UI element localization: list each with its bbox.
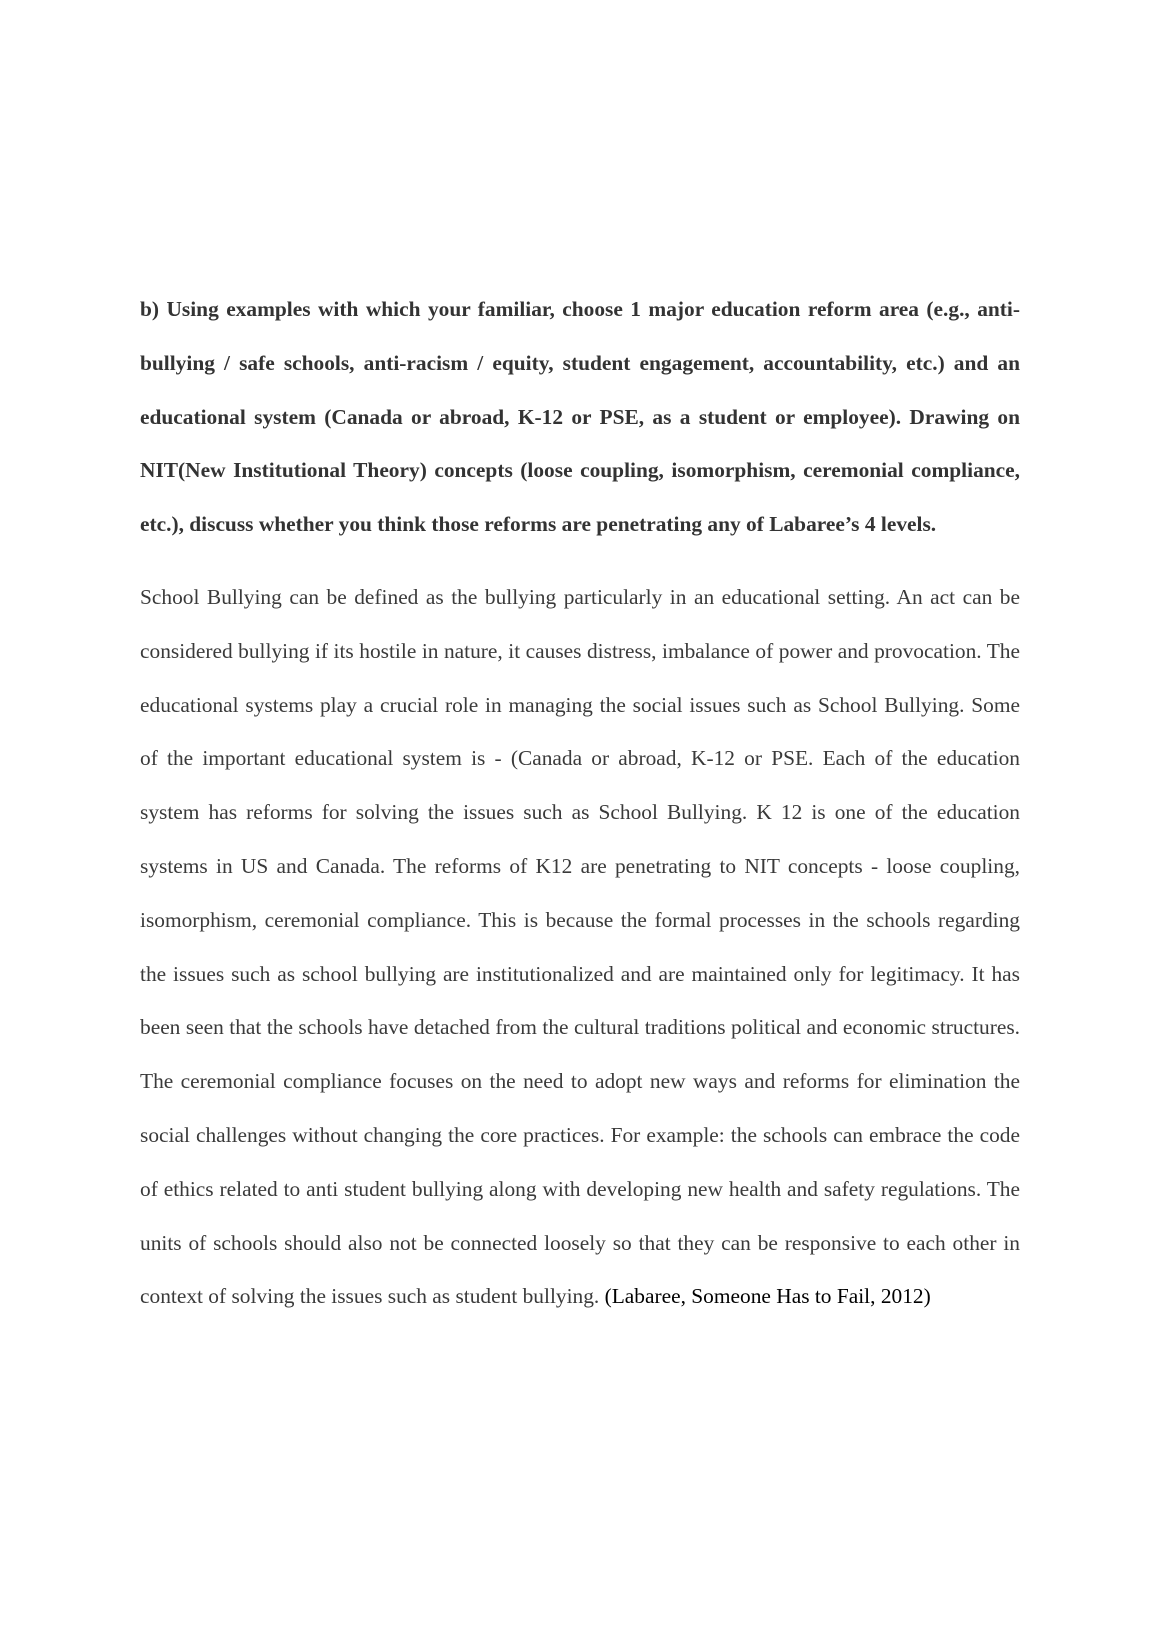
- document-body: [140, 283, 1020, 1324]
- question-paragraph: b) Using examples with which your familiar, choose 1 major education reform area (e.g., anti-bullying / safe schools, anti-racism / equity, student engagement, accountability, etc.) and an educational system (Canada or abroad, K-12 or PSE, as a student or employee). Drawing on NIT(New Institutional Theory) concepts (loose coupling, isomorphism, ceremonial compliance, etc.), discuss whether you think those reforms are penetrating any of Labaree’s 4 levels.: [140, 297, 1020, 537]
- citation: (Labaree, Someone Has to Fail, 2012): [604, 1284, 931, 1309]
- answer-text: School Bullying can be defined as the bullying particularly in an educational setting. An act can be considered bullying if its hostile in nature, it causes distress, imbalance of power and provocation. The educational systems play a crucial role in managing the social issues such as School Bullying. Some of the important educational system is - (Canada or abroad, K-12 or PSE. Each of the education system has reforms for solving the issues such as School Bullying. K 12 is one of the education systems in US and Canada. The reforms of K12 are penetrating to NIT concepts - loose coupling, isomorphism, ceremonial compliance. This is because the formal processes in the schools regarding the issues such as school bullying are institutionalized and are maintained only for legitimacy. It has been seen that the schools have detached from the cultural traditions political and economic structures. The ceremonial compliance focuses on the need to adopt new ways and reforms for elimination the social challenges without changing the core practices. For example: the schools can embrace the code of ethics related to anti student bullying along with developing new health and safety regulations. The units of schools should also not be connected loosely so that they can be responsive to each other in context of solving the issues such as student bullying.: [140, 584, 1020, 1309]
- answer-paragraph: [140, 571, 1020, 1324]
